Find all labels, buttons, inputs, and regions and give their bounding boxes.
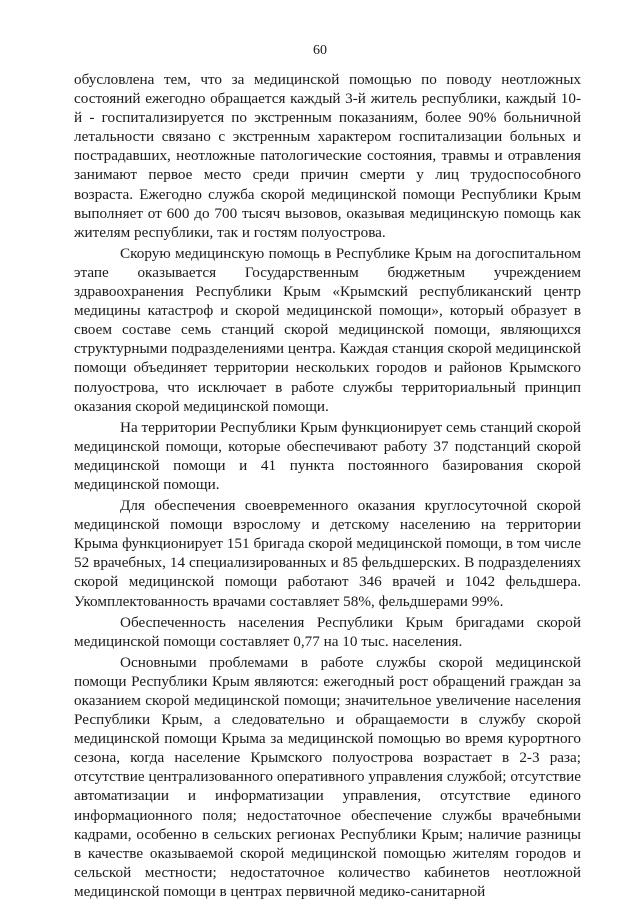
paragraph-emergency-statistics: обусловлена тем, что за медицинской помощью по поводу неотложных состояний ежегодно обращается каждый 3-й житель республики, каждый 10-й - госпитализируется по экстренным показаниям, более 90% больничной летальности связано с экстренным характером госпитализации больных и пострадавших, неотложные патологические состояния, травмы и отравления занимают первое место среди причин смерти у лиц трудоспособного возраста. Ежегодно служба скорой медицинской помощи Республики Крым выполняет от 600 до 700 тысяч вызовов, оказывая медицинскую помощь как жителям республики, так и гостям полуострова. [74, 71, 581, 241]
paragraph-brigades-staffing: Для обеспечения своевременного оказания круглосуточной скорой медицинской помощи взрослому и детскому населению на территории Крыма функционирует 151 бригада скорой медицинской помощи, в том числе 52 врачебных, 14 специализированных и 85 фельдшерских. В подразделениях скорой медицинской помощи работают 346 врачей и 1042 фельдшера. Укомплектованность врачами составляет 58%, фельдшерами 99%. [74, 497, 581, 610]
body-text [74, 70, 581, 901]
page-number: 60 [313, 43, 327, 58]
paragraph-emergency-care-organization: Скорую медицинскую помощь в Республике Крым на догоспитальном этапе оказывается Государственным бюджетным учреждением здравоохранения Республики Крым «Крымский республиканский центр медицины катастроф и скорой медицинской помощи», который образует в своем составе семь станций скорой медицинской помощи, являющихся структурными подразделениями центра. Каждая станция скорой медицинской помощи объединяет территории нескольких городов и районов Крымского полуострова, что исключает в работе службы территориальный принцип оказания скорой медицинской помощи. [74, 244, 581, 415]
paragraph-population-coverage: Обеспеченность населения Республики Крым бригадами скорой медицинской помощи составляет 0,77 на 10 тыс. населения. [74, 613, 581, 650]
paragraph-main-problems: Основными проблемами в работе службы скорой медицинской помощи Республики Крым являются: ежегодный рост обращений граждан за оказанием скорой медицинской помощи; значительное увеличение населения Республики Крым, а следовательно и обращаемости в службу скорой медицинской помощи Крыма за медицинской помощью во время курортного сезона, когда население Крымского полуострова возрастает в 2-3 раза; отсутствие централизованного оперативного управления службой; отсутствие автоматизации и информатизации управления, отсутствие единого информационного поля; недостаточное обеспечение службы врачебными кадрами, особенно в сельских регионах Республики Крым; наличие разницы в качестве оказываемой скорой медицинской помощью жителям городов и сельской местности; недостаточное количество кабинетов неотложной медицинской помощи в центрах первичной медико-санитарной [74, 653, 581, 900]
paragraph-stations-count: На территории Республики Крым функционирует семь станций скорой медицинской помощи, которые обеспечивают работу 37 подстанций скорой медицинской помощи и 41 пункта постоянного базирования скорой медицинской помощи. [74, 418, 581, 493]
